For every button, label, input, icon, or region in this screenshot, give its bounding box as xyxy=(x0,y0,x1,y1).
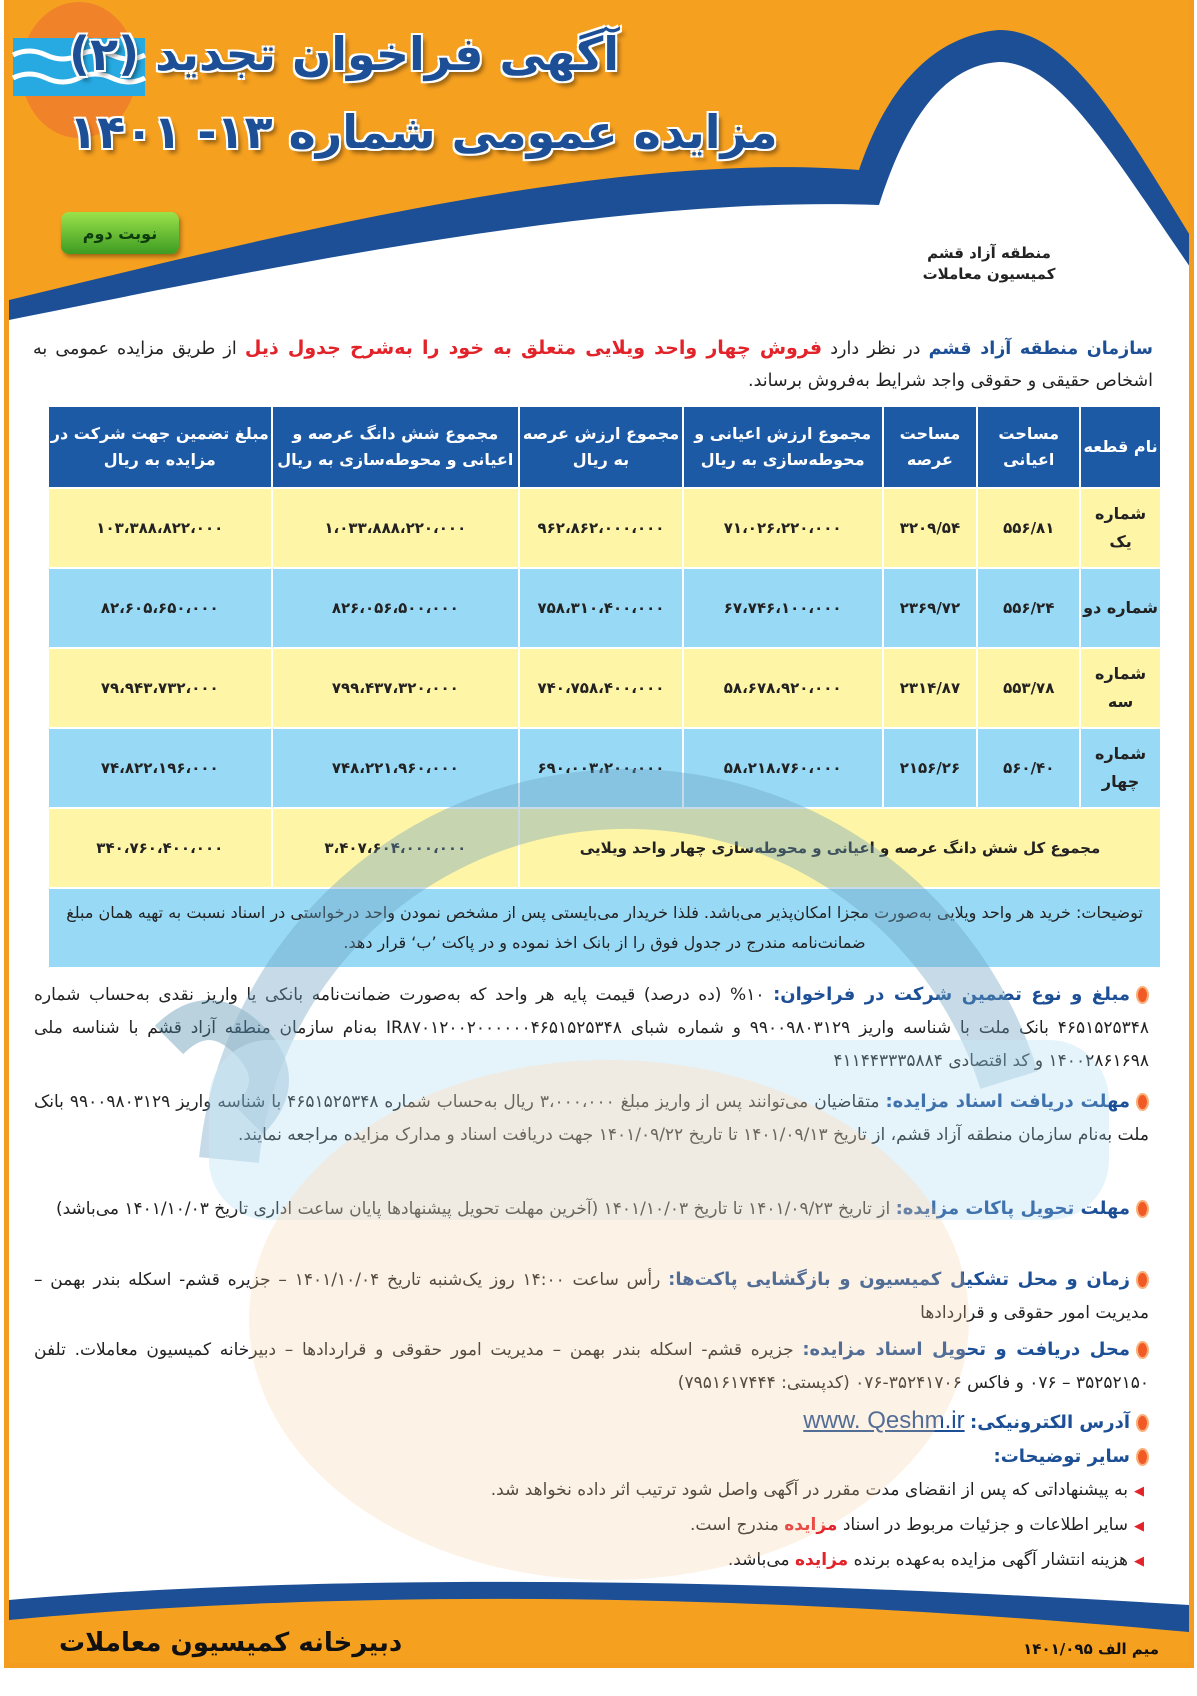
table-cell: ۶۷،۷۴۶،۱۰۰،۰۰۰ xyxy=(683,568,883,648)
table-cell: ۷۵۸،۳۱۰،۴۰۰،۰۰۰ xyxy=(519,568,683,648)
note-text: هزینه انتشار آگهی مزایده به‌عهده برنده xyxy=(848,1550,1128,1570)
bullet-guarantee xyxy=(34,978,1149,1078)
note-highlight: مزایده xyxy=(795,1550,849,1570)
bullet-icon xyxy=(1136,1271,1149,1289)
table-cell: ۷۴،۸۲۲،۱۹۶،۰۰۰ xyxy=(48,728,272,808)
total-value: ۳،۴۰۷،۶۰۴،۰۰۰،۰۰۰ xyxy=(272,808,519,888)
table-cell: ۲۳۱۴/۸۷ xyxy=(883,648,978,728)
table-cell: ۲۱۵۶/۲۶ xyxy=(883,728,978,808)
logo-caption xyxy=(909,243,1069,285)
total-row xyxy=(48,808,1161,888)
footer-code: میم الف ۱۴۰۱/۰۹۵ xyxy=(1023,1640,1159,1658)
website-label: آدرس الکترونیکی: xyxy=(970,1412,1130,1433)
note-text: به پیشنهاداتی که پس از انقضای مدت مقرر در آگهی واصل شود ترتیب اثر داده نخواهد شد. xyxy=(490,1480,1128,1500)
auction-advertisement xyxy=(4,0,1194,1668)
column-header: مجموع ارزش عرصه به ریال xyxy=(519,406,683,488)
bullet-text: از تاریخ ۱۴۰۱/۰۹/۲۳ تا تاریخ ۱۴۰۱/۱۰/۰۳ (آخرین مهلت تحویل پیشنهادها پایان ساعت اداری تاریخ ۱۴۰۱/۱۰/۰۳ می‌باشد) xyxy=(56,1199,896,1219)
table-cell: ۳۲۰۹/۵۴ xyxy=(883,488,978,568)
table-cell: ۵۸،۶۷۸،۹۲۰،۰۰۰ xyxy=(683,648,883,728)
arrow-icon: ◀ xyxy=(1134,1519,1144,1534)
column-header: نام قطعه xyxy=(1080,406,1161,488)
bullet-text: جزیره قشم- اسکله بندر بهمن – مدیریت امور حقوقی و قراردادها – دبیرخانه کمیسیون معاملات. تلفن ۳۵۲۵۲۱۵۰ – ۰۷۶ و فاکس ۳۵۲۴۱۷۰۶-۰۷۶ (کدپستی: ۷۹۵۱۶۱۷۴۴۴) xyxy=(34,1340,1149,1393)
table-cell: ۷۴۰،۷۵۸،۴۰۰،۰۰۰ xyxy=(519,648,683,728)
bullet-title: مهلت دریافت اسناد مزایده: xyxy=(885,1091,1130,1112)
table-cell: ۱،۰۳۳،۸۸۸،۲۲۰،۰۰۰ xyxy=(272,488,519,568)
table-cell: ۷۴۸،۲۲۱،۹۶۰،۰۰۰ xyxy=(272,728,519,808)
column-header: مبلغ تضمین جهت شرکت در مزایده به ریال xyxy=(48,406,272,488)
bullet-icon xyxy=(1136,1200,1149,1218)
website-link[interactable]: www. Qeshm.ir xyxy=(803,1407,965,1434)
bullet-icon xyxy=(1136,1448,1149,1466)
table-cell: ۵۶۰/۴۰ xyxy=(977,728,1080,808)
other-note-item xyxy=(690,1515,1144,1535)
bullet-other-notes xyxy=(34,1440,1149,1474)
table-header-row xyxy=(48,406,1161,488)
column-header: مساحت اعیانی xyxy=(977,406,1080,488)
table-cell: ۷۹۹،۴۳۷،۳۲۰،۰۰۰ xyxy=(272,648,519,728)
intro-org: سازمان منطقه آزاد قشم xyxy=(928,339,1153,359)
table-row xyxy=(48,648,1161,728)
unit-name-cell: شماره سه xyxy=(1080,648,1161,728)
table-cell: ۸۲۶،۰۵۶،۵۰۰،۰۰۰ xyxy=(272,568,519,648)
bullet-opening-session xyxy=(34,1263,1149,1330)
table-cell: ۵۵۳/۷۸ xyxy=(977,648,1080,728)
bullet-title: مبلغ و نوع تضمین شرکت در فراخوان: xyxy=(773,984,1130,1005)
title-line-2: مزایده عمومی شماره ۱۳- ۱۴۰۱ xyxy=(69,105,778,159)
total-guarantee: ۳۴۰،۷۶۰،۴۰۰،۰۰۰ xyxy=(48,808,272,888)
note-text: می‌باشد. xyxy=(727,1550,796,1570)
note-highlight: مزایده xyxy=(784,1515,838,1535)
bullet-icon xyxy=(1136,1414,1149,1432)
table-cell: ۷۹،۹۴۳،۷۳۲،۰۰۰ xyxy=(48,648,272,728)
bullet-delivery-deadline xyxy=(34,1192,1149,1226)
table-cell: ۶۹۰،۰۰۳،۲۰۰،۰۰۰ xyxy=(519,728,683,808)
bullet-documents-location xyxy=(34,1333,1149,1400)
bullet-title: زمان و محل تشکیل کمیسیون و بازگشایی پاکت‌ها: xyxy=(668,1269,1131,1290)
unit-name-cell: شماره یک xyxy=(1080,488,1161,568)
title-line-1: آگهی فراخوان تجدید (۲) xyxy=(69,27,619,81)
bullet-text: متقاضیان می‌توانند پس از واریز مبلغ ۳،۰۰۰،۰۰۰ ریال به‌حساب شماره ۴۶۵۱۵۲۵۳۴۸ با شناسه واریز ۹۹۰۰۹۸۰۳۱۲۹ بانک ملت به‌نام سازمان منطقه آزاد قشم، از تاریخ ۱۴۰۱/۰۹/۱۳ تا تاریخ ۱۴۰۱/۰۹/۲۲ جهت دریافت اسناد و مدارک مزایده مراجعه نمایند. xyxy=(34,1092,1149,1145)
bullet-website xyxy=(34,1404,1149,1440)
footer-secretariat: دبیرخانه کمیسیون معاملات xyxy=(59,1628,403,1658)
other-note-item xyxy=(491,1480,1144,1500)
table-row xyxy=(48,728,1161,808)
table-cell: ۸۲،۶۰۵،۶۵۰،۰۰۰ xyxy=(48,568,272,648)
table-row xyxy=(48,488,1161,568)
unit-name-cell: شماره دو xyxy=(1080,568,1161,648)
bullet-documents-deadline xyxy=(34,1085,1149,1152)
intro-highlight: فروش چهار واحد ویلایی متعلق به خود را به‌شرح جدول ذیل xyxy=(244,337,823,359)
bullet-icon xyxy=(1136,986,1149,1004)
table-cell: ۷۱،۰۲۶،۲۲۰،۰۰۰ xyxy=(683,488,883,568)
column-header: مساحت عرصه xyxy=(883,406,978,488)
column-header: مجموع ارزش اعیانی و محوطه‌سازی به ریال xyxy=(683,406,883,488)
intro-text-1: در نظر دارد xyxy=(822,339,929,359)
other-note-item xyxy=(728,1550,1144,1570)
logo-caption-line-1: منطقه آزاد قشم xyxy=(927,244,1051,262)
notes-row xyxy=(48,888,1161,968)
bullet-title: محل دریافت و تحویل اسناد مزایده: xyxy=(802,1339,1130,1360)
intro-text-2: از طریق مزایده عمومی به اشخاص حقیقی و حقوقی واجد شرایط به‌فروش برساند. xyxy=(33,339,1153,391)
total-label: مجموع کل شش دانگ عرصه و اعیانی و محوطه‌سازی چهار واحد ویلایی xyxy=(519,808,1161,888)
header-banner xyxy=(9,0,1189,330)
second-round-badge: نوبت دوم xyxy=(61,212,179,254)
note-text: مندرج است. xyxy=(690,1515,785,1535)
table-cell: ۵۵۶/۸۱ xyxy=(977,488,1080,568)
bullet-icon xyxy=(1136,1341,1149,1359)
table-cell: ۱۰۳،۳۸۸،۸۲۲،۰۰۰ xyxy=(48,488,272,568)
bullet-text: رأس ساعت ۱۴:۰۰ روز یک‌شنبه تاریخ ۱۴۰۱/۱۰/۰۴ – جزیره قشم- اسکله بندر بهمن – مدیریت امور حقوقی و قراردادها xyxy=(34,1270,1149,1323)
arrow-icon: ◀ xyxy=(1134,1554,1144,1569)
logo-caption-line-2: کمیسیون معاملات xyxy=(922,265,1056,283)
unit-name-cell: شماره چهار xyxy=(1080,728,1161,808)
bullet-icon xyxy=(1136,1093,1149,1111)
villa-units-table xyxy=(47,405,1162,969)
table-cell: ۵۵۶/۲۴ xyxy=(977,568,1080,648)
table-cell: ۵۸،۲۱۸،۷۶۰،۰۰۰ xyxy=(683,728,883,808)
table-cell: ۲۳۶۹/۷۲ xyxy=(883,568,978,648)
table-row xyxy=(48,568,1161,648)
table-notes: توضیحات: خرید هر واحد ویلایی به‌صورت مجزا امکان‌پذیر می‌باشد. فلذا خریدار می‌بایستی پس از مشخص نمودن واحد درخواستی در اسناد نسبت به تهیه همان مبلغ ضمانت‌نامه مندرج در جدول فوق را از بانک اخذ نموده و در پاکت ’ب‘ قرار دهد. xyxy=(48,888,1161,968)
intro-paragraph xyxy=(33,332,1153,397)
note-text: سایر اطلاعات و جزئیات مربوط در اسناد xyxy=(837,1515,1128,1535)
bullet-title: سایر توضیحات: xyxy=(993,1446,1130,1467)
arrow-icon: ◀ xyxy=(1134,1484,1144,1499)
bullet-text: ۱۰% (ده درصد) قیمت پایه هر واحد که به‌صورت ضمانت‌نامه بانکی یا واریز نقدی به‌حساب شماره ۴۶۵۱۵۲۵۳۴۸ بانک ملت با شناسه واریز ۹۹۰۰۹۸۰۳۱۲۹ و شماره شبای IR۸۷۰۱۲۰۰۲۰۰۰۰۰۰۴۶۵۱۵۲۵۳۴۸ به‌نام سازمان منطقه آزاد قشم با شناسه ملی ۱۴۰۰۲۸۶۱۶۹۸ و کد اقتصادی ۴۱۱۴۴۳۳۳۵۸۸۴ xyxy=(34,985,1149,1071)
column-header: مجموع شش دانگ عرصه و اعیانی و محوطه‌سازی به ریال xyxy=(272,406,519,488)
table-cell: ۹۶۲،۸۶۲،۰۰۰،۰۰۰ xyxy=(519,488,683,568)
bullet-title: مهلت تحویل پاکات مزایده: xyxy=(895,1198,1130,1219)
